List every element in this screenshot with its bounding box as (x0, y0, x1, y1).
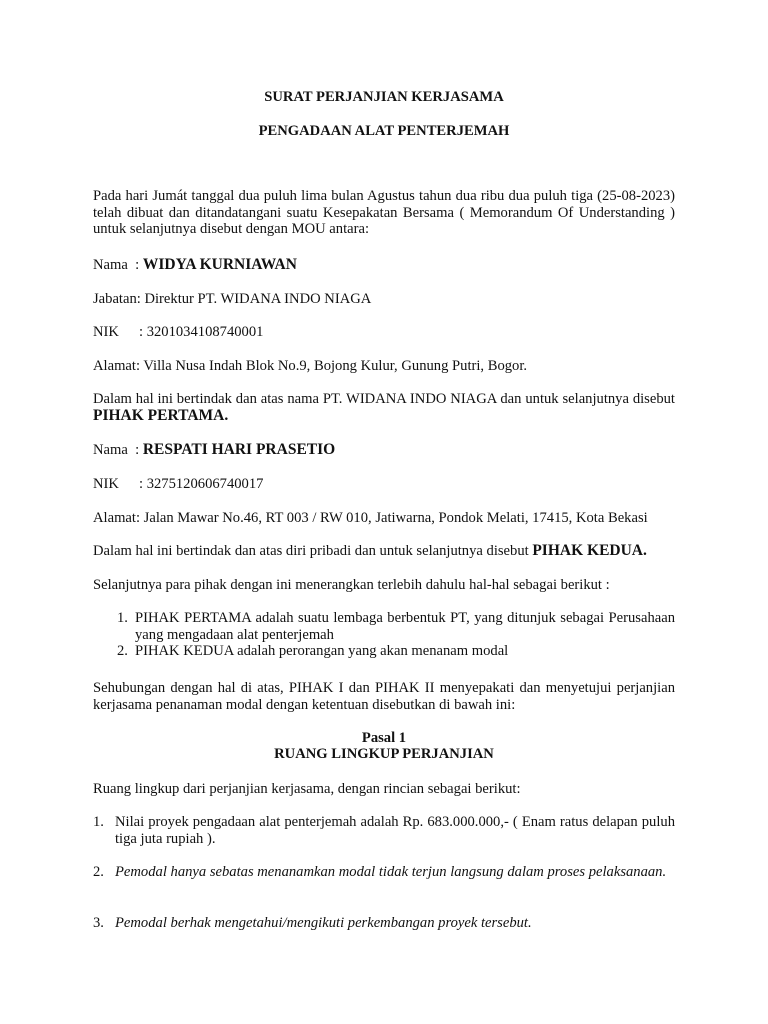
scope-number: 3. (93, 915, 104, 931)
party1-nik-label: NIK (93, 324, 119, 340)
explain-paragraph: Selanjutnya para pihak dengan ini menerangkan terlebih dahulu hal-hal sebagai berikut : (93, 577, 610, 593)
doc-title-line1: SURAT PERJANJIAN KERJASAMA (264, 89, 504, 105)
scope-list-3 (93, 915, 675, 932)
party2-name-row (93, 442, 675, 459)
party1-jabatan: Jabatan: Direktur PT. WIDANA INDO NIAGA (93, 291, 372, 307)
point-number: 2. (117, 643, 128, 659)
point-text: PIHAK KEDUA adalah perorangan yang akan menanam modal (135, 643, 509, 659)
scope-intro: Ruang lingkup dari perjanjian kerjasama, dengan rincian sebagai berikut: (93, 781, 521, 797)
party1-alamat: Alamat: Villa Nusa Indah Blok No.9, Bojong Kulur, Gunung Putri, Bogor. (93, 358, 528, 374)
scope-text: Pemodal hanya sebatas menanamkan modal tidak terjun langsung dalam proses pelaksanaan. (115, 864, 667, 880)
party2-name-sep: : (135, 442, 143, 458)
point-text: PIHAK PERTAMA adalah suatu lembaga berbentuk PT, yang ditunjuk sebagai Perusahaan yang mengadaan alat penterjemah (135, 610, 675, 643)
pasal-title: RUANG LINGKUP PERJANJIAN (274, 746, 494, 762)
party2-name-value: RESPATI HARI PRASETIO (142, 441, 336, 458)
party1-statement (93, 391, 675, 424)
party2-statement (93, 543, 675, 560)
scope-list-2 (93, 864, 675, 881)
party1-statement-text: Dalam hal ini bertindak dan atas nama PT. WIDANA INDO NIAGA dan untuk selanjutnya disebut (93, 391, 675, 407)
scope-number: 2. (93, 864, 104, 880)
party2-alamat: Alamat: Jalan Mawar No.46, RT 003 / RW 010, Jatiwarna, Pondok Melati, 17415, Kota Bekasi (93, 510, 648, 526)
party2-role: PIHAK KEDUA. (532, 542, 647, 559)
party1-name-row (93, 257, 675, 274)
scope-number: 1. (93, 814, 104, 830)
doc-title-line2: PENGADAAN ALAT PENTERJEMAH (258, 123, 510, 139)
party1-nik-row (93, 324, 675, 341)
party2-nik-label: NIK (93, 476, 119, 492)
point-number: 1. (117, 610, 128, 626)
party1-name-value: WIDYA KURNIAWAN (142, 256, 297, 273)
list-item (93, 610, 675, 643)
party2-nik-row (93, 476, 675, 493)
agreement-paragraph: Sehubungan dengan hal di atas, PIHAK I dan PIHAK II menyepakati dan menyetujui perjanjian kerjasama penanaman modal dengan ketentuan disebutkan di bawah ini: (93, 680, 675, 713)
list-item (93, 915, 675, 932)
party1-nik-value: : 3201034108740001 (139, 324, 264, 340)
pasal-number: Pasal 1 (361, 730, 407, 746)
scope-list (93, 814, 675, 847)
scope-text: Nilai proyek pengadaan alat penterjemah adalah Rp. 683.000.000,- ( Enam ratus delapan puluh tiga juta rupiah ). (115, 814, 675, 847)
list-item (93, 814, 675, 847)
party1-name-sep: : (135, 257, 143, 273)
party1-role: PIHAK PERTAMA. (93, 406, 229, 424)
list-item (93, 864, 675, 881)
intro-paragraph: Pada hari Jumát tanggal dua puluh lima bulan Agustus tahun dua ribu dua puluh tiga (25-08-2023) telah dibuat dan ditandatangani suatu Kesepakatan Bersama ( Memorandum Of Understanding ) untuk selanjutnya disebut dengan MOU antara: (93, 188, 675, 237)
scope-text: Pemodal berhak mengetahui/mengikuti perkembangan proyek tersebut. (115, 915, 532, 931)
party2-statement-text: Dalam hal ini bertindak dan atas diri pribadi dan untuk selanjutnya disebut (93, 543, 533, 559)
party1-name-label: Nama (93, 257, 128, 273)
list-item (93, 643, 675, 660)
party2-nik-value: : 3275120606740017 (139, 476, 264, 492)
points-list (93, 610, 675, 660)
party2-name-label: Nama (93, 442, 128, 458)
